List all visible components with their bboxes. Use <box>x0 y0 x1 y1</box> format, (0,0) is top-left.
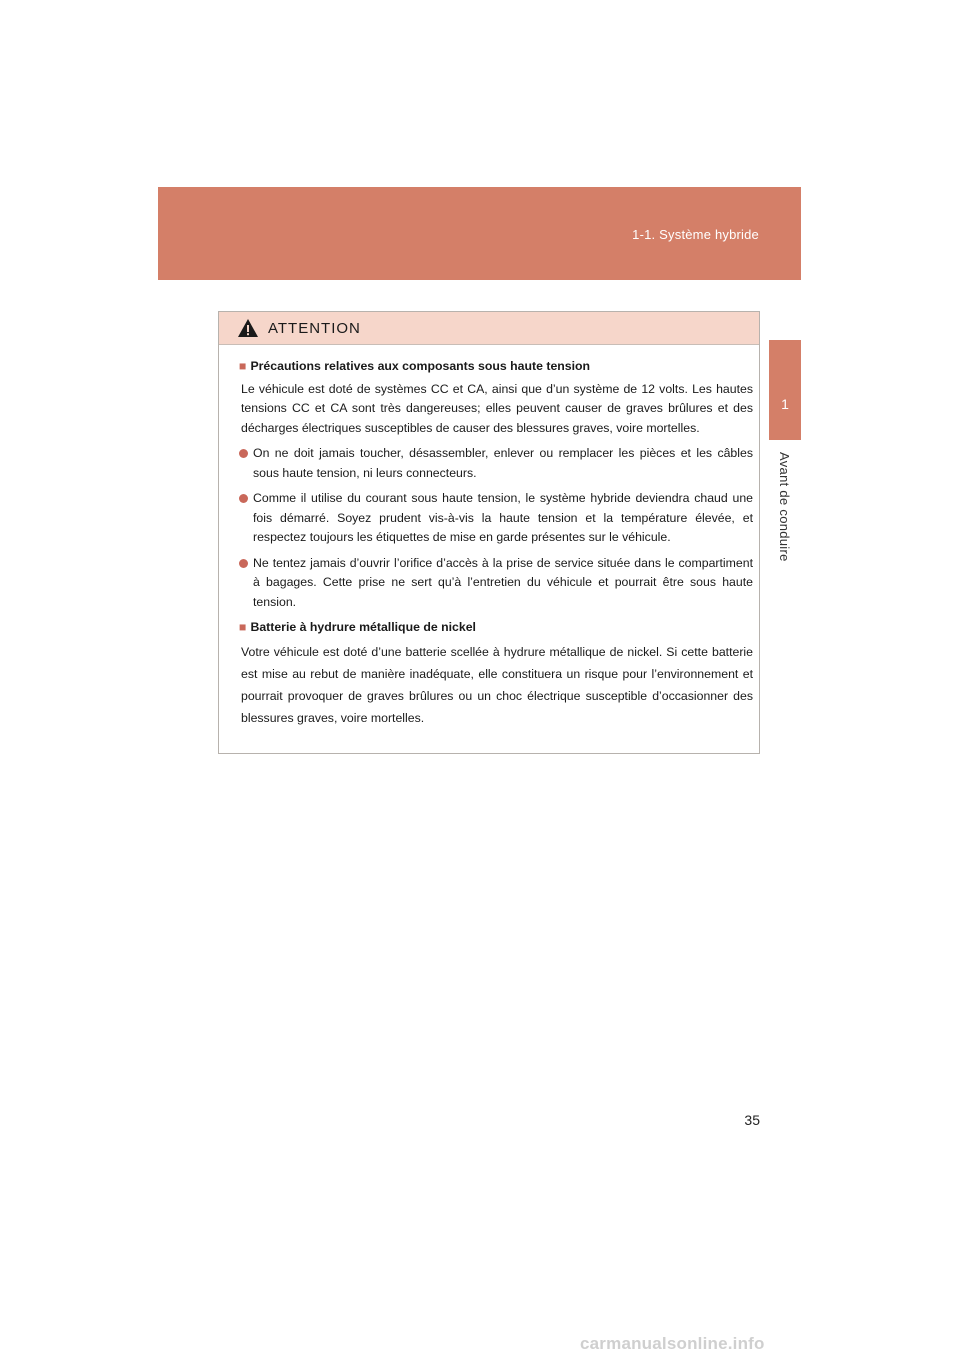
chapter-tab <box>769 340 801 440</box>
warning-header <box>219 312 759 345</box>
bullet-dot-icon <box>239 494 248 503</box>
bullet-text: On ne doit jamais toucher, désassembler, enlever ou remplacer les pièces et les câbles sous haute tension, ni leurs connecteurs. <box>253 446 753 480</box>
bullet-list <box>239 444 753 612</box>
square-bullet-icon: ■ <box>239 620 247 634</box>
section-heading-text: Batterie à hydrure métallique de nickel <box>250 620 476 634</box>
warning-body <box>219 345 759 729</box>
bullet-text: Comme il utilise du courant sous haute tension, le système hybride deviendra chaud une fois démarré. Soyez prudent vis-à-vis la haute tension et la température élevée, et respectez toujours les étiquettes de mise en garde présentes sur le véhicule. <box>253 491 753 544</box>
section-paragraph: Votre véhicule est doté d’une batterie scellée à hydrure métallique de nickel. Si cette batterie est mise au rebut de manière inadéquate, elle constituera un risque pour l’environnement et pourrait provoquer de graves brûlures ou un choc électrique susceptible d’occasionner des blessures graves, voire mortelles. <box>241 644 753 725</box>
chapter-label <box>769 452 801 572</box>
bullet-item <box>239 444 753 483</box>
chapter-label-text: Avant de conduire <box>777 452 792 562</box>
warning-triangle-icon <box>237 318 259 338</box>
section-heading <box>239 357 753 377</box>
bullet-text: Ne tentez jamais d’ouvrir l’orifice d’accès à la prise de service située dans le compartiment à bagages. Cette prise ne sert qu’à l’entretien du véhicule et pourrait être sous haute tension. <box>253 555 753 609</box>
warning-title: ATTENTION <box>268 319 361 337</box>
section-heading-text: Précautions relatives aux composants sous haute tension <box>250 359 591 373</box>
section-heading <box>239 618 753 638</box>
square-bullet-icon: ■ <box>239 359 247 373</box>
section-title: 1-1. Système hybride <box>632 227 759 242</box>
chapter-number: 1 <box>781 396 789 412</box>
bullet-item <box>239 489 753 548</box>
bullet-dot-icon <box>239 559 248 568</box>
header-band <box>158 187 801 280</box>
warning-box <box>218 311 760 754</box>
watermark: carmanualsonline.info <box>580 1334 765 1353</box>
bullet-item <box>239 554 753 613</box>
section-paragraph: Le véhicule est doté de systèmes CC et CA, ainsi que d’un système de 12 volts. Les hautes tensions CC et CA sont très dangereuses; elles peuvent causer de graves brûlures et des décharges électriques susceptibles de causer des blessures graves, voire mortelles. <box>241 381 753 435</box>
page-number: 35 <box>744 1112 760 1128</box>
bullet-dot-icon <box>239 449 248 458</box>
